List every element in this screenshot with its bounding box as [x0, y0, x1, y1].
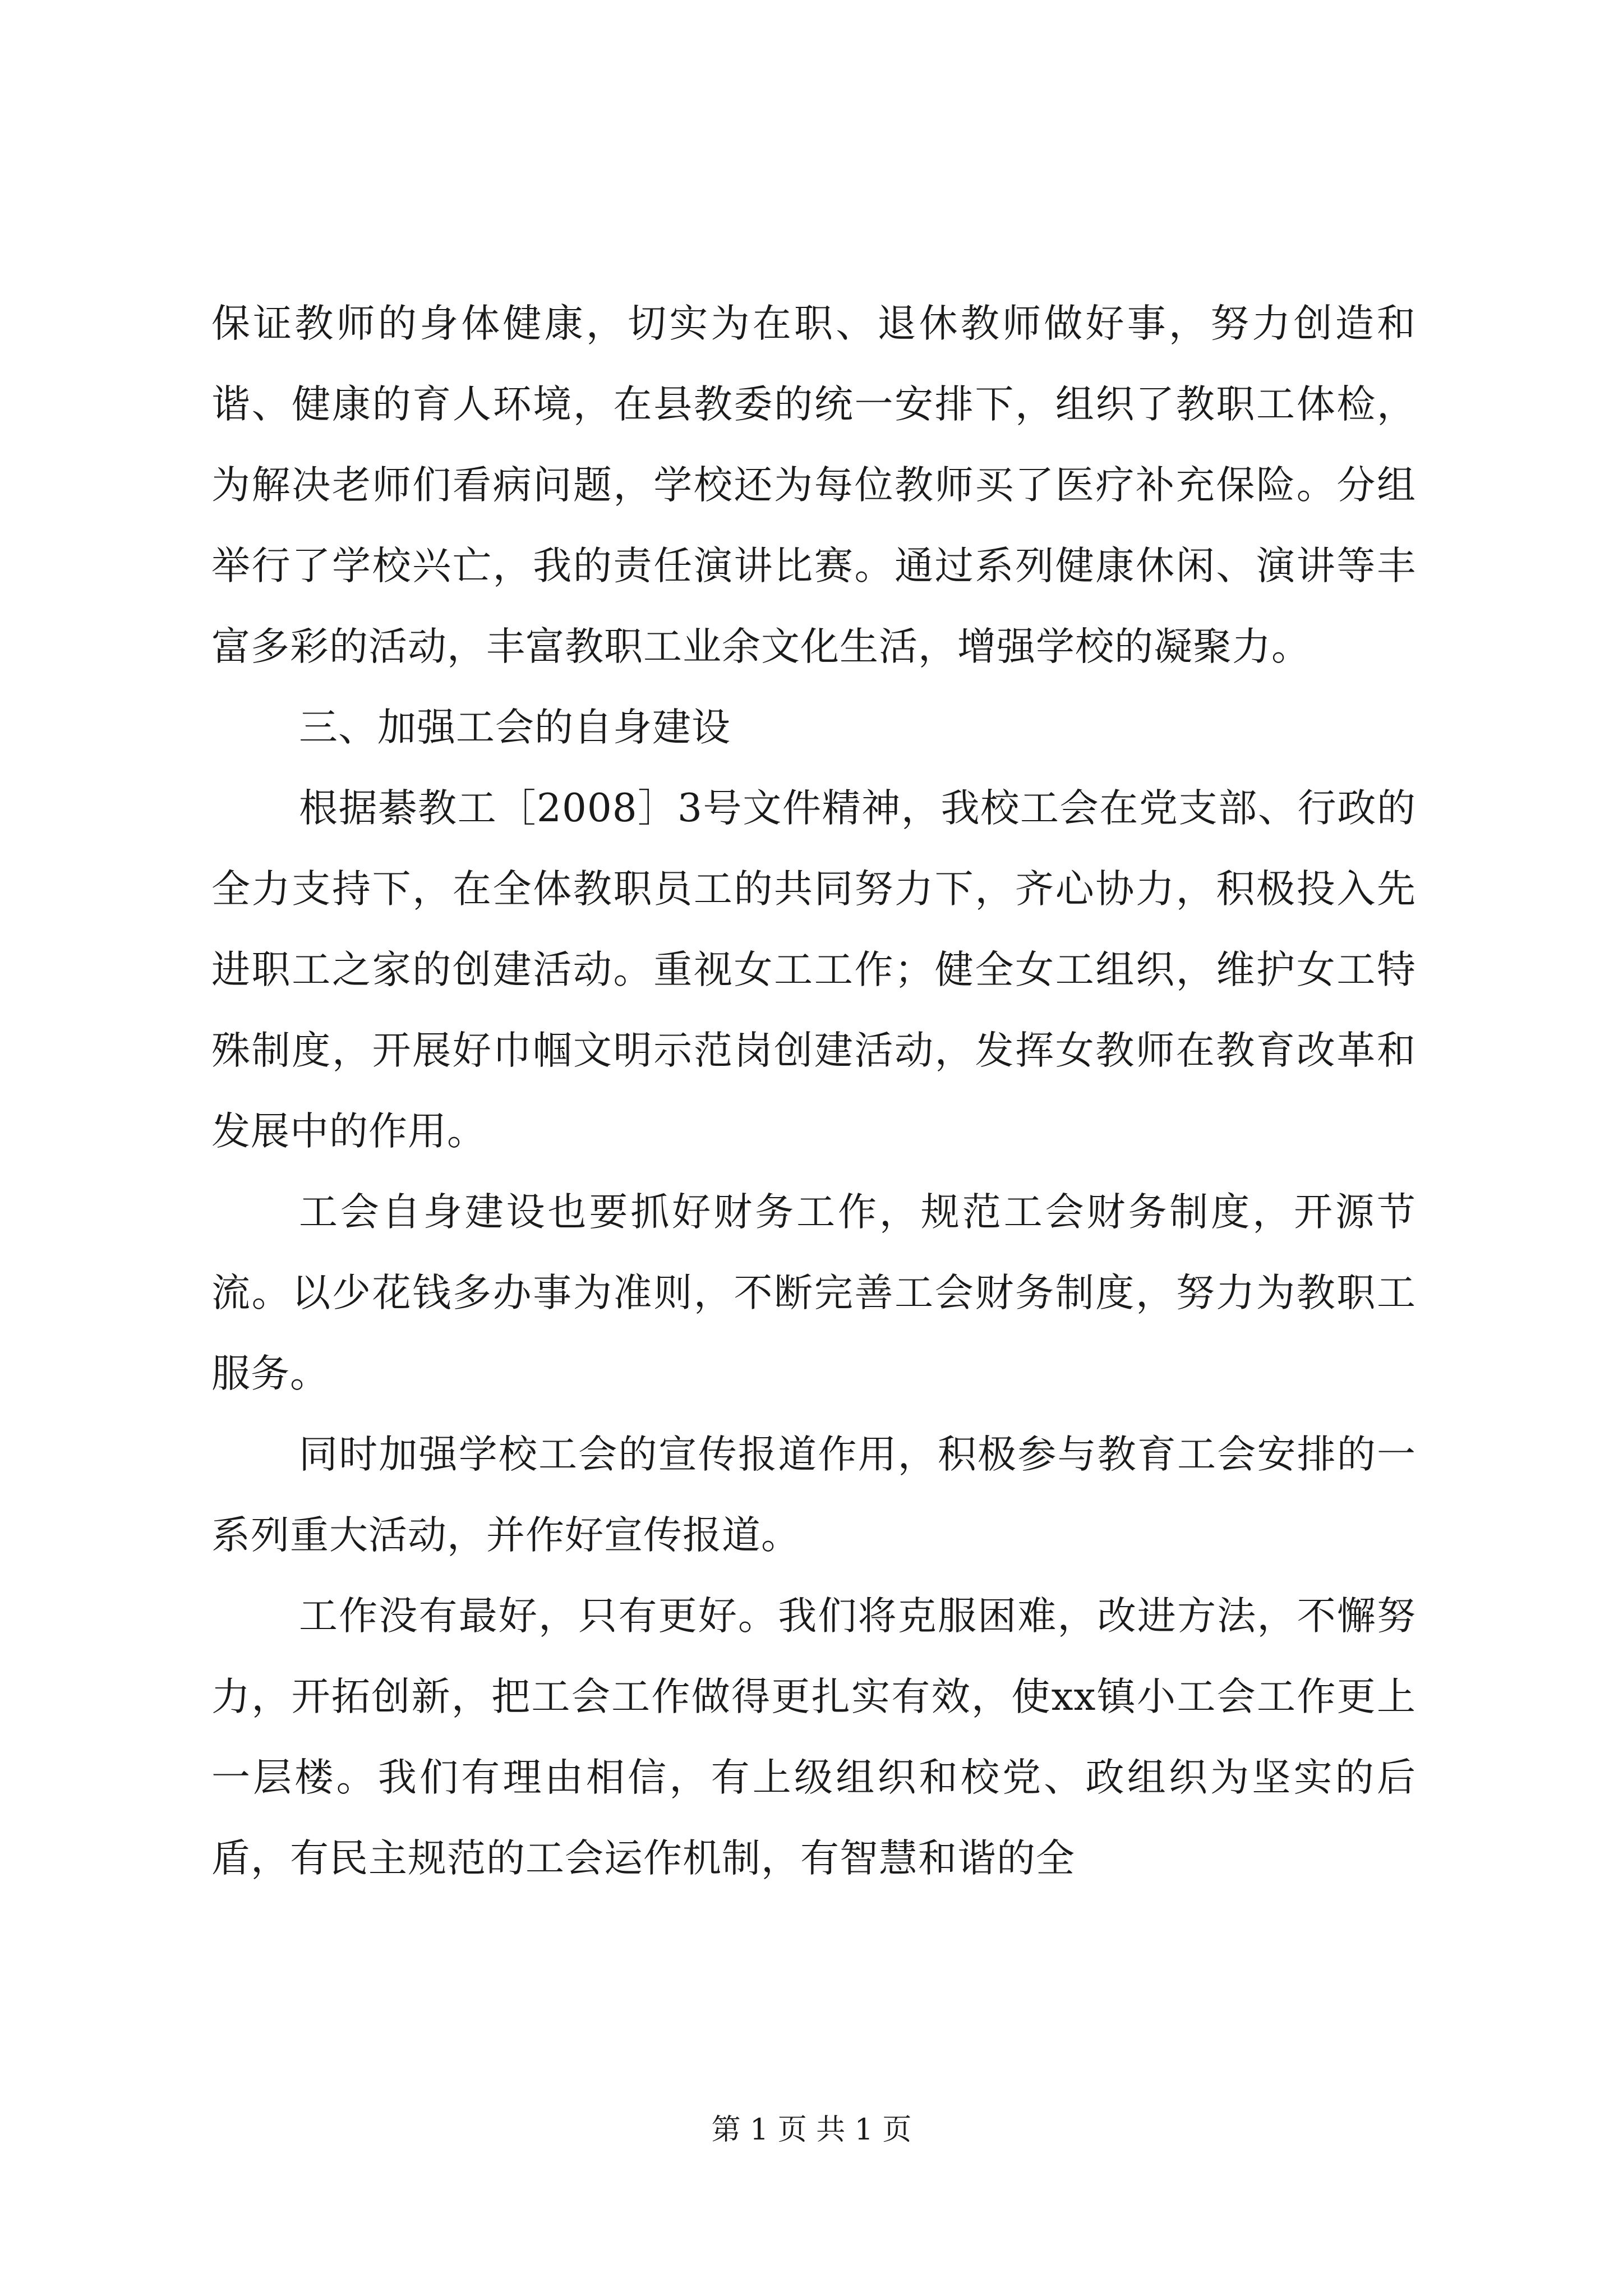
paragraph-health-activities: 保证教师的身体健康，切实为在职、退休教师做好事，努力创造和谐、健康的育人环境，在县教委的统一安排下，组织了教职工体检，为解决老师们看病问题，学校还为每位教师买了医疗补充保险。分组举行了学校兴亡，我的责任演讲比赛。通过系列健康休闲、演讲等丰富多彩的活动，丰富教职工业余文化生活，增强学校的凝聚力。	[211, 301, 1416, 669]
paragraph-union-building-document: 根据綦教工［2008］3号文件精神，我校工会在党支部、行政的全力支持下，在全体教职员工的共同努力下，齐心协力，积极投入先进职工之家的创建活动。重视女工工作；健全女工组织，维护女工特殊制度，开展好巾帼文明示范岗创建活动，发挥女教师在教育改革和发展中的作用。	[211, 786, 1416, 1154]
paragraph-finance-work: 工会自身建设也要抓好财务工作，规范工会财务制度，开源节流。以少花钱多办事为准则，不断完善工会财务制度，努力为教职工服务。	[211, 1190, 1416, 1396]
paragraph-publicity-work: 同时加强学校工会的宣传报道作用，积极参与教育工会安排的一系列重大活动，并作好宣传报道。	[211, 1432, 1416, 1558]
paragraph-closing-outlook: 工作没有最好，只有更好。我们将克服困难，改进方法，不懈努力，开拓创新，把工会工作做得更扎实有效，使xx镇小工会工作更上一层楼。我们有理由相信，有上级组织和校党、政组织为坚实的后盾，有民主规范的工会运作机制，有智慧和谐的全	[211, 1594, 1416, 1881]
document-body	[211, 283, 1416, 1899]
page-number-footer: 第 1 页 共 1 页	[711, 2113, 912, 2147]
section-heading-union-self-building: 三、加强工会的自身建设	[299, 705, 731, 750]
